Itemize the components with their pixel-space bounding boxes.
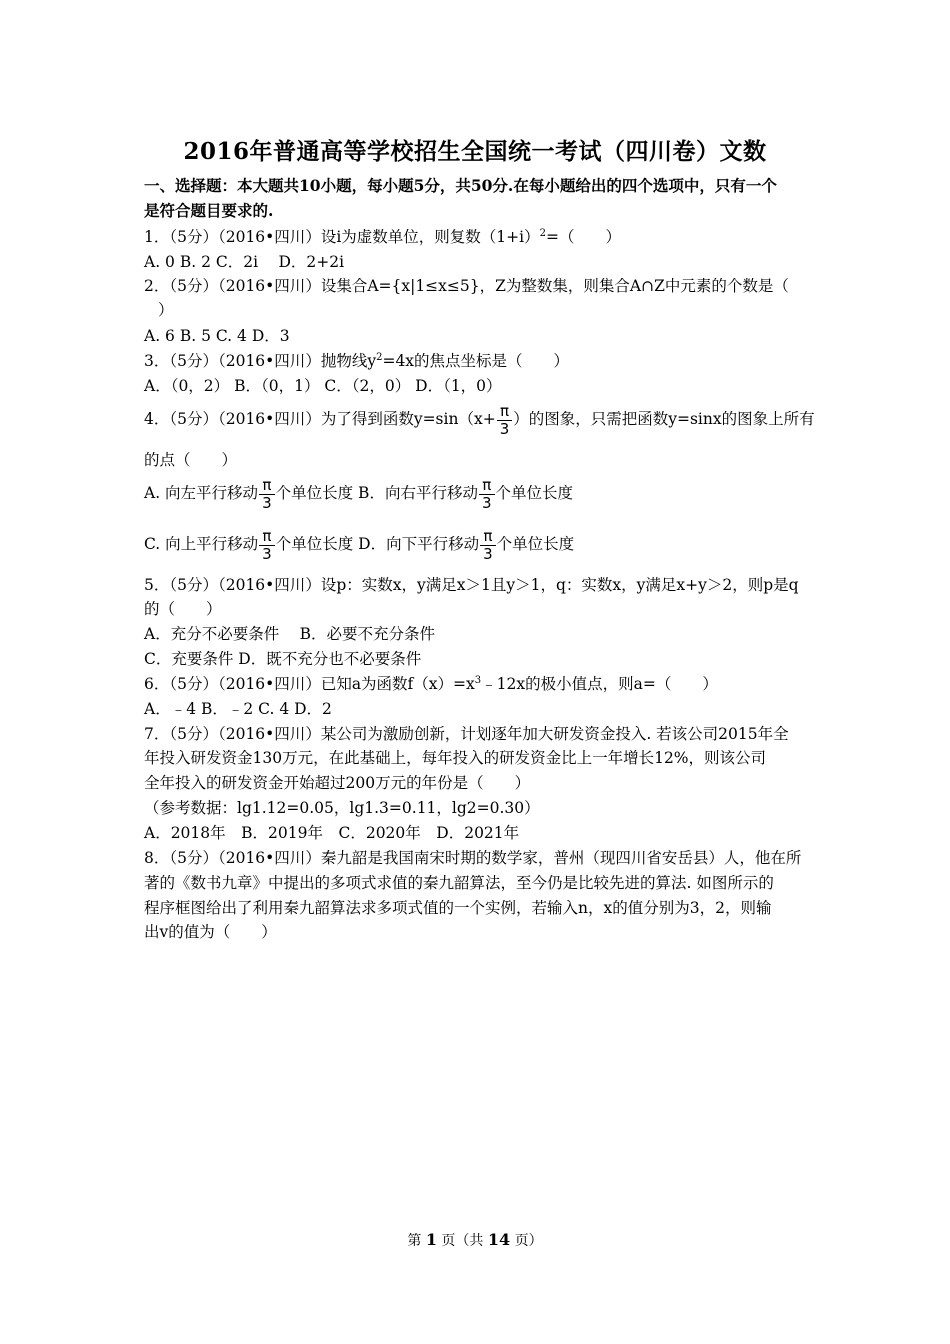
question-3-options: A．（0，2） B．（0，1） C．（2，0） D．（1，0） [144,377,502,395]
question-6-stem: 6．（5分）（2016•四川）已知a为函数$f(x)=x^3﹣12x$的极小值点，则a=（ ） [144,675,718,693]
section-heading-line-1: 一、选择题：本大题共10小题，每小题5分，共50分.在每小题给出的四个选项中，只有一个 [144,176,777,195]
fraction-pi-over-3: $\frac{\pi}{3}$ [480,528,496,563]
question-7-line-1: 7．（5分）（2016•四川）某公司为激励创新，计划逐年加大研发资金投入. 若该公司2015年全 [144,725,789,743]
current-page-number: 1 [425,1230,437,1249]
fraction-pi-over-3: $\frac{\pi}{3}$ [497,403,513,438]
question-7-line-2: 年投入研发资金130万元，在此基础上，每年投入的研发资金比上一年增长12%，则该公司 [144,749,767,767]
question-4-options-cd: C. 向上平行移动 $\frac{\pi}{3}$ 个单位长度 D．向下平行移动 $\frac{\pi}{3}$ 个单位长度 [144,526,575,563]
question-7-options: A．2018年 B．2019年 C．2020年 D．2021年 [144,824,520,842]
question-4-stem: 4．（5分）（2016•四川）为了得到函数y=sin（x+ $\frac{\pi}{3}$ ）的图象，只需把函数y=sinx的图象上所有 [144,401,815,438]
fraction-pi-over-3: $\frac{\pi}{3}$ [479,477,495,512]
section-heading-line-2: 是符合题目要求的. [144,201,274,220]
fraction-pi-over-3: $\frac{\pi}{3}$ [259,477,275,512]
fraction-pi-over-3: $\frac{\pi}{3}$ [259,528,275,563]
total-pages-number: 14 [487,1230,511,1249]
question-7-line-3: 全年投入的研发资金开始超过200万元的年份是（ ） [144,774,531,792]
question-6-options: A．﹣4 B．﹣2 C. 4 D．2 [144,700,332,718]
question-8-line-1: 8．（5分）（2016•四川）秦九韶是我国南宋时期的数学家，普州（现四川省安岳县）人，他在所 [144,849,802,867]
question-2-stem: 2．（5分）（2016•四川）设集合A={x|1≤x≤5}，Z为整数集，则集合A∩Z中元素的个数是（ [144,277,789,295]
question-1-stem: 1．（5分）（2016•四川）设i为虚数单位，则复数$(1+i)^2=$（ ） [144,228,621,246]
question-4-stem-cont: 的点（ ） [144,451,238,469]
question-8-line-4: 出v的值为（ ） [144,923,277,941]
question-1-options: A. 0 B. 2 C．2i D．2+2i [144,253,345,271]
page-footer: 第 1 页（共 14 页） [407,1230,543,1249]
question-2-options: A. 6 B. 5 C. 4 D．3 [144,327,290,345]
question-5-stem: 5．（5分）（2016•四川）设p：实数x，y满足x＞1且y＞1，q：实数x，y满足x+y＞2，则p是q [144,576,799,594]
question-8-line-2: 著的《数书九章》中提出的多项式求值的秦九韶算法，至今仍是比较先进的算法. 如图所示的 [144,874,774,892]
question-8-line-3: 程序框图给出了利用秦九韶算法求多项式值的一个实例，若输入n，x的值分别为3，2，则输 [144,899,772,917]
question-3-stem: 3．（5分）（2016•四川）抛物线$y^2=4x$的焦点坐标是（ ） [144,352,570,370]
question-5-options-2: C．充要条件 D．既不充分也不必要条件 [144,650,422,668]
question-2-stem-cont: ） [158,301,174,319]
question-5-stem-cont: 的（ ） [144,600,222,618]
page-title: 2016年普通高等学校招生全国统一考试（四川卷）文数 [183,138,767,165]
question-4-options-ab: A. 向左平行移动 $\frac{\pi}{3}$ 个单位长度 B．向右平行移动 $\frac{\pi}{3}$ 个单位长度 [144,475,574,512]
question-7-reference-data: （参考数据：lg1.12=0.05，lg1.3=0.11，lg2=0.30） [144,799,540,817]
question-5-options-1: A．充分不必要条件 B．必要不充分条件 [144,625,436,643]
